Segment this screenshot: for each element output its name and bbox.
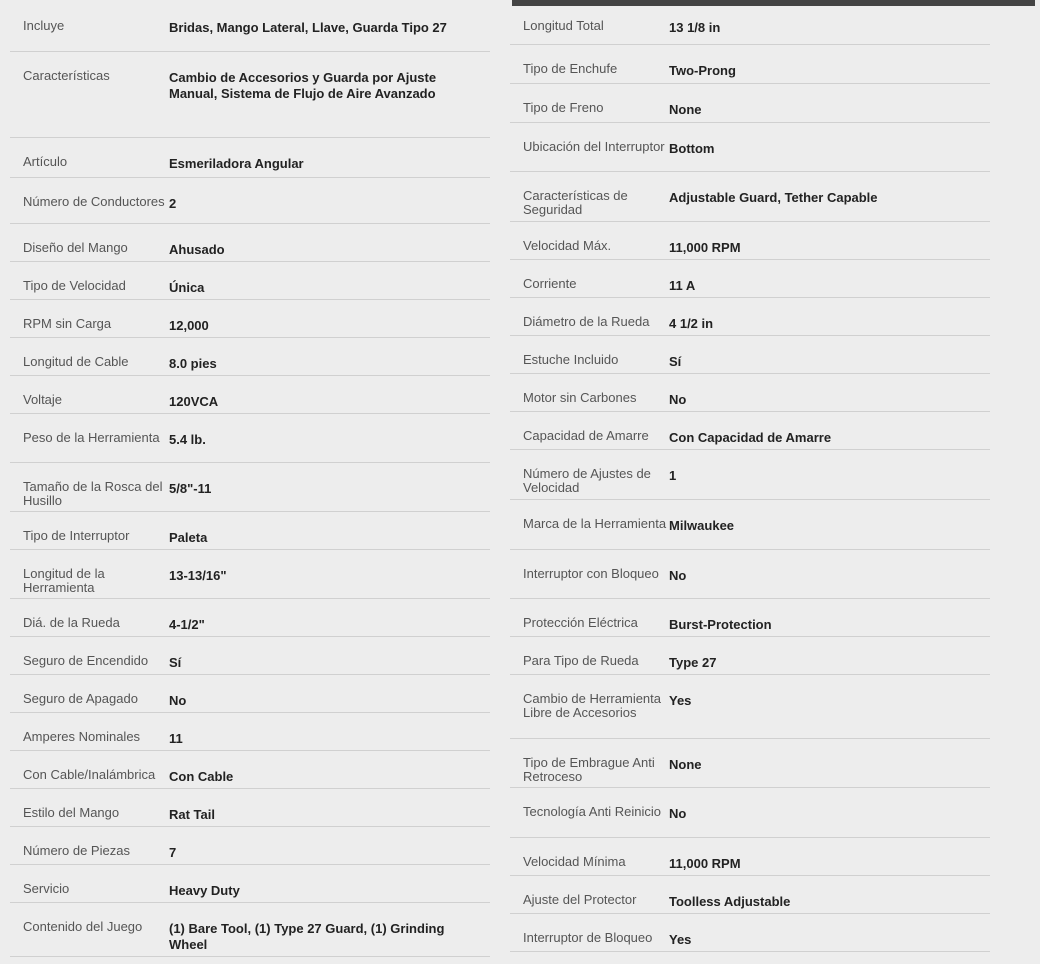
spec-row — [510, 914, 990, 952]
spec-value: 5/8"-11 — [169, 481, 212, 496]
spec-row — [10, 827, 490, 865]
spec-label: Artículo — [23, 154, 68, 169]
specs-column-right — [510, 0, 990, 952]
spec-row — [10, 0, 490, 52]
spec-value: 11 A — [669, 278, 696, 293]
spec-label: Diámetro de la Rueda — [523, 314, 650, 329]
spec-label: Para Tipo de Rueda — [523, 653, 639, 668]
spec-label: Seguro de Apagado — [23, 691, 138, 706]
spec-label: Cambio de Herramienta Libre de Accesorios — [523, 691, 662, 720]
spec-label: Tamaño de la Rosca del Husillo — [23, 479, 163, 508]
spec-row — [510, 45, 990, 84]
spec-row — [10, 637, 490, 675]
spec-label: Con Cable/Inalámbrica — [23, 767, 156, 782]
spec-label: Contenido del Juego — [23, 919, 143, 934]
spec-label: Interruptor con Bloqueo — [523, 566, 659, 581]
spec-value: 1 — [669, 468, 677, 483]
spec-label: Voltaje — [23, 392, 63, 407]
spec-row — [510, 298, 990, 336]
spec-label: Protección Eléctrica — [523, 615, 638, 630]
spec-value: Ahusado — [169, 242, 225, 257]
spec-label: Diseño del Mango — [23, 240, 128, 255]
spec-row — [510, 374, 990, 412]
spec-value: 120VCA — [169, 394, 219, 409]
spec-row — [10, 224, 490, 262]
spec-row — [10, 300, 490, 338]
spec-value: No — [669, 392, 687, 407]
spec-label: Seguro de Encendido — [23, 653, 149, 668]
spec-value: No — [169, 693, 187, 708]
spec-row — [510, 84, 990, 123]
spec-value: Cambio de Accesorios y Guarda por Ajuste Manual, Sistema de Flujo de Aire Avanzado — [169, 70, 437, 101]
spec-row — [510, 675, 990, 739]
spec-value: Sí — [669, 354, 682, 369]
spec-value: No — [669, 568, 687, 583]
spec-label: Incluye — [23, 18, 65, 33]
spec-value: 4-1/2" — [169, 617, 205, 632]
spec-label: Amperes Nominales — [23, 729, 141, 744]
spec-row — [10, 376, 490, 414]
spec-row — [510, 637, 990, 675]
spec-label: Interruptor de Bloqueo — [523, 930, 653, 945]
spec-value: 13 1/8 in — [669, 20, 721, 35]
spec-value: Milwaukee — [669, 518, 735, 533]
spec-value: Con Capacidad de Amarre — [669, 430, 832, 445]
spec-value: Type 27 — [669, 655, 717, 670]
spec-label: Motor sin Carbones — [523, 390, 637, 405]
spec-row — [10, 599, 490, 637]
spec-value: 2 — [169, 196, 177, 211]
spec-value: Toolless Adjustable — [669, 894, 791, 909]
spec-value: 11,000 RPM — [669, 856, 741, 871]
spec-value: (1) Bare Tool, (1) Type 27 Guard, (1) Grinding Wheel — [169, 921, 445, 952]
spec-label: Tipo de Interruptor — [23, 528, 130, 543]
spec-value: 12,000 — [169, 318, 209, 333]
spec-label: Ubicación del Interruptor — [523, 139, 665, 154]
spec-label: Longitud Total — [523, 18, 604, 33]
spec-label: Velocidad Mínima — [523, 854, 626, 869]
spec-row — [510, 222, 990, 260]
spec-value: Sí — [169, 655, 182, 670]
spec-row — [10, 789, 490, 827]
spec-label: Tipo de Freno — [523, 100, 604, 115]
spec-row — [510, 500, 990, 550]
spec-row — [10, 463, 490, 512]
spec-value: No — [669, 806, 687, 821]
spec-value: Heavy Duty — [169, 883, 240, 898]
spec-label: Estilo del Mango — [23, 805, 120, 820]
spec-label: Número de Ajustes de Velocidad — [523, 466, 651, 495]
spec-label: Número de Conductores — [23, 194, 165, 209]
spec-row — [10, 550, 490, 599]
spec-label: Características — [23, 68, 110, 83]
spec-label: Longitud de Cable — [23, 354, 129, 369]
spec-row — [10, 675, 490, 713]
spec-row — [510, 172, 990, 222]
spec-label: Servicio — [23, 881, 70, 896]
spec-row — [510, 876, 990, 914]
spec-row — [510, 450, 990, 500]
spec-label: Tipo de Enchufe — [523, 61, 618, 76]
spec-value: Two-Prong — [669, 63, 736, 78]
spec-label: Marca de la Herramienta — [523, 516, 667, 531]
spec-row — [510, 260, 990, 298]
spec-value: Yes — [669, 932, 692, 947]
spec-label: Tipo de Velocidad — [23, 278, 126, 293]
spec-label: Peso de la Herramienta — [23, 430, 160, 445]
spec-label: Estuche Incluido — [523, 352, 619, 367]
spec-value: 5.4 lb. — [169, 432, 206, 447]
specs-column-left — [10, 0, 490, 957]
spec-value: Yes — [669, 693, 692, 708]
spec-label: Corriente — [523, 276, 577, 291]
spec-value: Rat Tail — [169, 807, 215, 822]
spec-value: Bottom — [669, 141, 715, 156]
spec-value: 7 — [169, 845, 177, 860]
spec-value: Con Cable — [169, 769, 234, 784]
spec-row — [510, 599, 990, 637]
spec-row — [510, 123, 990, 172]
spec-row — [510, 550, 990, 599]
spec-row — [10, 512, 490, 550]
spec-value: 11 — [169, 731, 183, 746]
spec-value: Paleta — [169, 530, 208, 545]
spec-label: Diá. de la Rueda — [23, 615, 120, 630]
spec-row — [10, 865, 490, 903]
spec-value: Única — [169, 280, 205, 295]
spec-row — [10, 414, 490, 463]
spec-label: Velocidad Máx. — [523, 238, 612, 253]
spec-row — [510, 739, 990, 788]
spec-label: Tipo de Embrague Anti Retroceso — [523, 755, 655, 784]
spec-row — [510, 788, 990, 838]
spec-row — [10, 713, 490, 751]
spec-label: Ajuste del Protector — [523, 892, 637, 907]
spec-row — [10, 338, 490, 376]
spec-value: Bridas, Mango Lateral, Llave, Guarda Tipo 27 — [169, 20, 447, 35]
spec-value: Adjustable Guard, Tether Capable — [669, 190, 878, 205]
spec-label: Características de Seguridad — [523, 188, 628, 217]
spec-row — [10, 138, 490, 178]
spec-row — [510, 838, 990, 876]
spec-row — [10, 178, 490, 224]
spec-value: Esmeriladora Angular — [169, 156, 304, 171]
spec-row — [10, 52, 490, 138]
spec-label: Número de Piezas — [23, 843, 130, 858]
spec-value: Burst-Protection — [669, 617, 772, 632]
spec-value: 11,000 RPM — [669, 240, 741, 255]
spec-value: None — [669, 757, 702, 772]
spec-label: Longitud de la Herramienta — [23, 566, 105, 595]
spec-row — [10, 262, 490, 300]
spec-label: RPM sin Carga — [23, 316, 112, 331]
spec-row — [510, 336, 990, 374]
spec-row — [10, 903, 490, 957]
spec-row — [510, 0, 990, 45]
spec-value: 8.0 pies — [169, 356, 217, 371]
spec-value: 4 1/2 in — [669, 316, 714, 331]
spec-row — [510, 412, 990, 450]
spec-label: Tecnología Anti Reinicio — [523, 804, 662, 819]
spec-value: 13-13/16" — [169, 568, 227, 583]
spec-value: None — [669, 102, 702, 117]
spec-label: Capacidad de Amarre — [523, 428, 649, 443]
spec-row — [10, 751, 490, 789]
